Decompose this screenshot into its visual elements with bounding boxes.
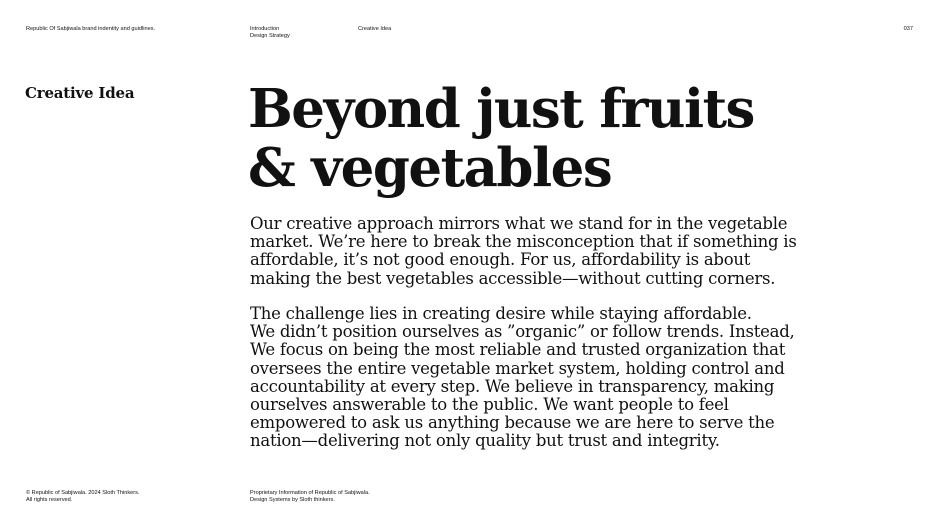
paragraph-2-line: We focus on being the most reliable and trusted organization that <box>250 340 786 360</box>
breadcrumb-design-strategy: Design Strategy <box>250 33 290 39</box>
footer-proprietary-info <box>250 490 370 504</box>
header-section-label: Creative Idea <box>358 26 392 32</box>
header-brand-line: Republic Of Sabjiwala brand indentity and guidlines. <box>26 26 156 32</box>
headline-line-1: Beyond just fruits <box>248 78 754 140</box>
paragraph-2-line: empowered to ask us anything because we are here to serve the <box>250 413 775 433</box>
headline-line-2: & vegetables <box>248 137 612 199</box>
footer-copyright <box>26 490 139 504</box>
paragraph-2-line: The challenge lies in creating desire while staying affordable. <box>250 304 752 323</box>
paragraph-2-line: We didn’t position ourselves as ”organic” or follow trends. Instead, <box>250 322 795 342</box>
paragraph-1-line: market. We’re here to break the misconception that if something is <box>250 232 797 252</box>
paragraph-2-line: ourselves answerable to the public. We want people to feel <box>250 395 729 415</box>
header-breadcrumb <box>250 26 290 40</box>
paragraph-1-line: affordable, it’s not good enough. For us, affordability is about <box>250 250 751 270</box>
body-paragraph-2 <box>250 305 910 451</box>
page-number <box>904 26 913 33</box>
paragraph-2-line: accountability at every step. We believe in transparency, making <box>250 376 775 396</box>
section-title: Creative Idea <box>25 84 135 102</box>
paragraph-1-line: making the best vegetables accessible—without cutting corners. <box>250 268 776 288</box>
page-number-value: 037 <box>903 26 913 32</box>
paragraph-2-line: nation—delivering not only quality but trust and integrity. <box>250 431 720 451</box>
paragraph-2-line: oversees the entire vegetable market system, holding control and <box>250 358 785 378</box>
header-section-name <box>358 26 391 33</box>
body-paragraph-1 <box>250 215 910 288</box>
footer-info-line-2: Design Systems by Sloth thinkers. <box>250 497 335 503</box>
paragraph-1-line: Our creative approach mirrors what we stand for in the vegetable <box>250 214 788 233</box>
header-brand-text <box>26 26 155 33</box>
footer-copyright-line-1: © Republic of Sabjiwala. 2024 Sloth Thinkers. <box>26 490 140 496</box>
footer-copyright-line-2: All rights reserved. <box>26 497 73 503</box>
page-headline <box>248 80 928 198</box>
footer-info-line-1: Proprietary Information of Republic of Sabjiwala. <box>250 490 370 496</box>
breadcrumb-introduction: Introduction <box>250 26 280 32</box>
